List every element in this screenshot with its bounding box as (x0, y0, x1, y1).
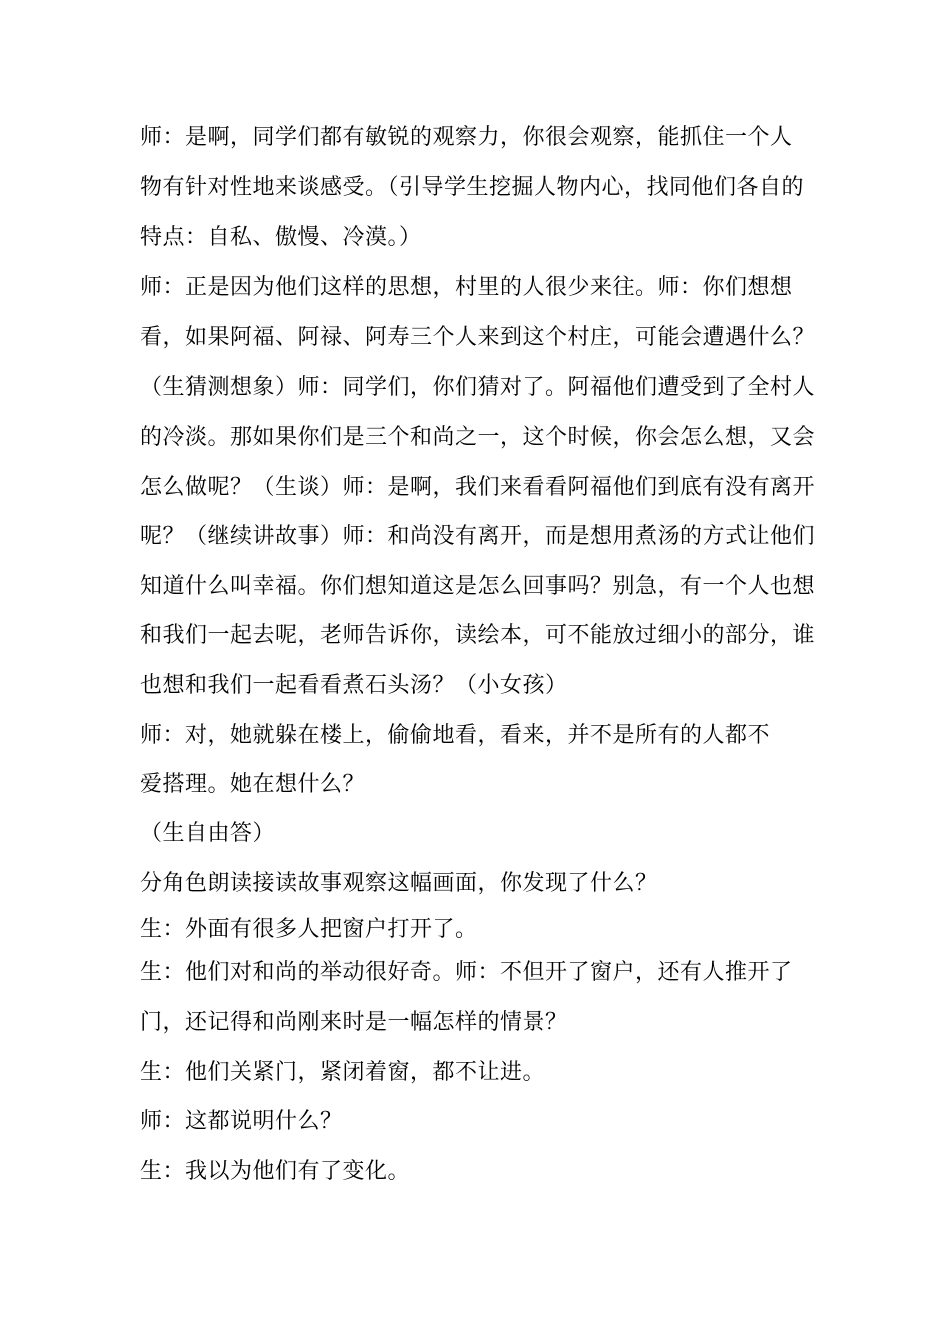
text-line: （生自由答） (140, 821, 276, 846)
text-line: （生猜测想象）师：同学们，你们猜对了。阿福他们遭受到了全村人 (140, 375, 816, 400)
text-line: 特点：自私、傲慢、冷漠。） (140, 225, 422, 250)
text-line: 和我们一起去呢，老师告诉你，读绘本，可不能放过细小的部分，谁 (140, 623, 816, 648)
text-line: 生：我以为他们有了变化。 (140, 1159, 411, 1184)
text-line: 也想和我们一起看看煮石头汤？（小女孩） (140, 673, 568, 698)
text-line: 爱搭理。她在想什么？ (140, 772, 366, 797)
text-line: 师：对，她就躲在楼上，偷偷地看，看来，并不是所有的人都不 (140, 723, 771, 748)
text-line: 师：正是因为他们这样的思想，村里的人很少来往。师：你们想想 (140, 275, 793, 300)
text-line: 怎么做呢？（生谈）师：是啊，我们来看看阿福他们到底有没有离开 (140, 475, 816, 500)
text-line: 分角色朗读接读故事观察这幅画面，你发现了什么？ (140, 871, 658, 896)
text-line: 师：这都说明什么？ (140, 1109, 343, 1134)
text-line: 看，如果阿福、阿禄、阿寿三个人来到这个村庄，可能会遭遇什么？ (140, 325, 816, 350)
text-line: 生：他们关紧门，紧闭着窗，都不让进。 (140, 1060, 546, 1085)
text-line: 物有针对性地来谈感受。（引导学生挖掘人物内心，找同他们各自的 (140, 175, 805, 200)
text-line: 的冷淡。那如果你们是三个和尚之一，这个时候，你会怎么想，又会 (140, 425, 816, 450)
text-line: 知道什么叫幸福。你们想知道这是怎么回事吗？别急，有一个人也想 (140, 574, 816, 599)
text-line: 门，还记得和尚刚来时是一幅怎样的情景？ (140, 1010, 568, 1035)
text-line: 呢？（继续讲故事）师：和尚没有离开，而是想用煮汤的方式让他们 (140, 524, 816, 549)
text-line: 师：是啊，同学们都有敏锐的观察力，你很会观察，能抓住一个人 (140, 125, 793, 150)
text-line: 生：他们对和尚的举动很好奇。师：不但开了窗户，还有人推开了 (140, 960, 793, 985)
text-line: 生：外面有很多人把窗户打开了。 (140, 917, 478, 942)
